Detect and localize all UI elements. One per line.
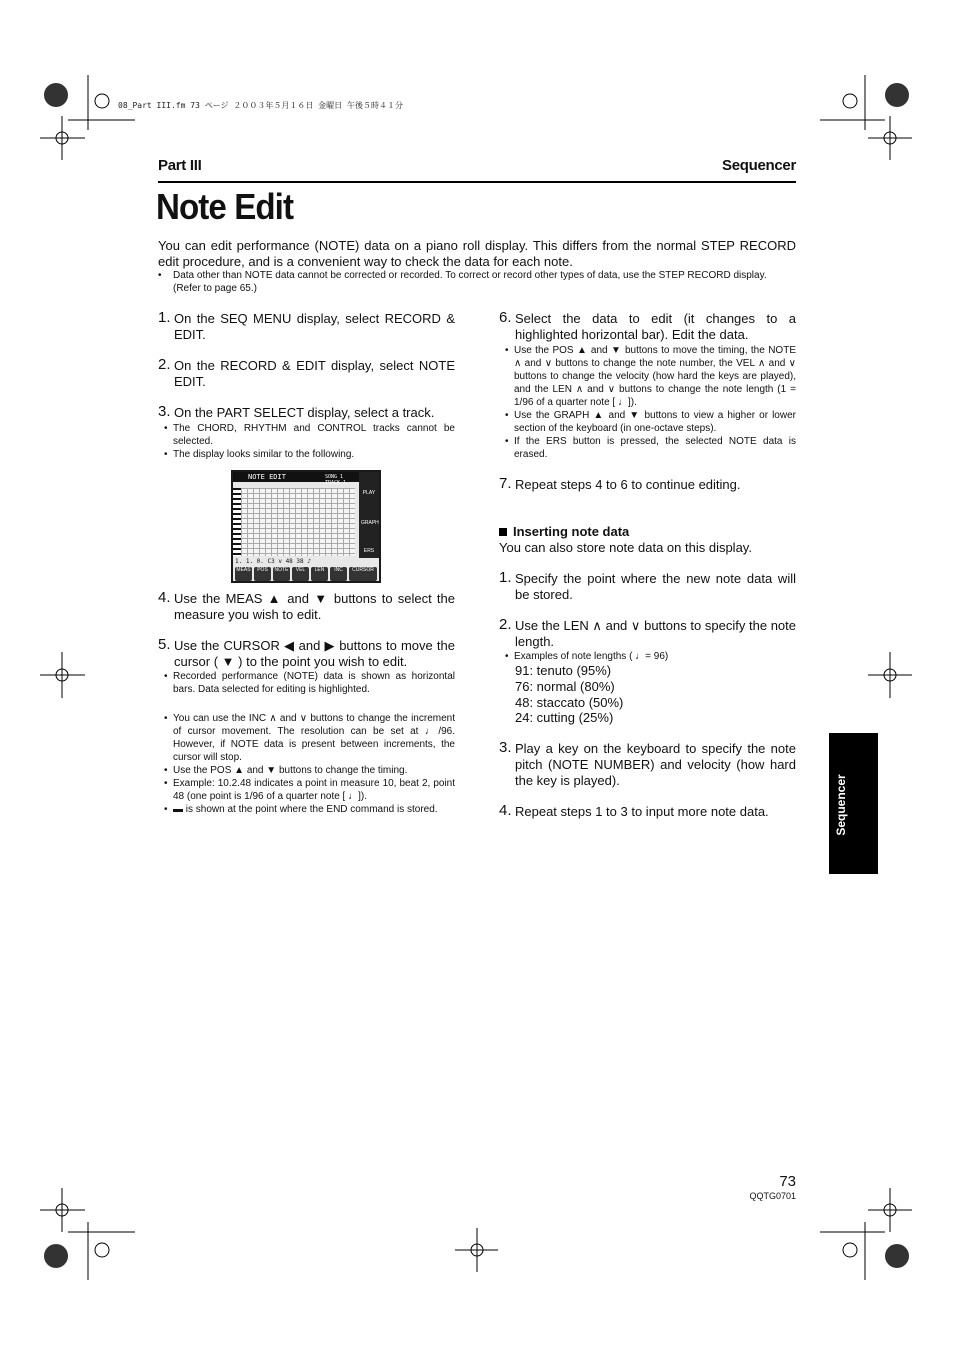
lcd-meta: SONG 1 TRACK 1: [325, 474, 347, 486]
step-6-note: • Use the POS ▲ and ▼ buttons to move the timing, the NOTE ∧ and ∨ buttons to change the note number, the VEL ∧ and ∨ buttons to change the velocity (how hard the keys are played), and the LEN ∧ and ∨ buttons to change the note length (1 = 1/96 of a quarter note [ ♩]).: [505, 345, 796, 408]
lcd-ers-button: ERS: [363, 548, 375, 554]
length-example: 24: cutting (25%): [515, 710, 614, 726]
step-5-note: • Recorded performance (NOTE) data is shown as horizontal bars. Data selected for editing is highlighted.: [164, 671, 455, 695]
step-text: On the PART SELECT display, select a track.: [174, 405, 435, 420]
step-number: 3.: [158, 403, 171, 420]
lcd-cursor-button: CURSOR: [349, 567, 377, 581]
lcd-pos-button: POS: [254, 567, 271, 581]
header-rule: [158, 181, 796, 183]
step-number: 1.: [158, 309, 171, 326]
note-text: ▬ is shown at the point where the END command is stored.: [173, 804, 438, 815]
part-label: Part III: [158, 157, 202, 174]
lcd-title-bar: [233, 472, 359, 486]
step-number: 2.: [499, 616, 512, 633]
lcd-note-button: NOTE: [273, 567, 290, 581]
insert-step-2-note: • Examples of note lengths ( ♩= 96): [505, 651, 669, 662]
note-text: The display looks similar to the following.: [173, 449, 355, 460]
intro-bullet-text: Data other than NOTE data cannot be corrected or recorded. To correct or record other types of data, use the STEP RECORD display. (Refer to page 65.): [173, 270, 767, 294]
page-number: 73: [779, 1173, 796, 1190]
step-4: [158, 591, 455, 623]
step-number: 6.: [499, 309, 512, 326]
step-number: 2.: [158, 356, 171, 373]
length-example: 91: tenuto (95%): [515, 663, 612, 678]
subheading: [499, 524, 629, 540]
step-number: 7.: [499, 475, 512, 492]
note-text: Use the GRAPH ▲ and ▼ buttons to view a higher or lower section of the keyboard (in one-octave steps).: [514, 410, 796, 434]
note-text: The CHORD, RHYTHM and CONTROL tracks cannot be selected.: [173, 423, 455, 447]
subintro: You can also store note data on this display.: [499, 540, 752, 555]
note-text: You can use the INC ∧ and ∨ buttons to change the increment of cursor movement. The resolution can be set at ♩/96. However, if NOTE data is present between increments, the cursor will stop.: [173, 713, 455, 763]
section-side-tab: [829, 733, 878, 874]
lcd-len-button: LEN: [311, 567, 328, 581]
step-number: 4.: [499, 802, 512, 819]
note-text: Use the POS ▲ and ▼ buttons to move the timing, the NOTE ∧ and ∨ buttons to change the note number, the VEL ∧ and ∨ buttons to change the velocity (how hard the keys are played), and the LEN ∧ and ∨ buttons to change the note length (1 = 1/96 of a quarter note [ ♩]).: [514, 345, 796, 408]
lcd-piano-keys: [233, 488, 241, 556]
lcd-play-button: PLAY: [362, 490, 376, 496]
lcd-button-row: [233, 567, 379, 581]
step-3-note: • The CHORD, RHYTHM and CONTROL tracks cannot be selected.: [164, 423, 455, 447]
square-bullet-icon: [499, 528, 507, 536]
lcd-title: NOTE EDIT: [248, 473, 286, 481]
step-1: [158, 311, 455, 343]
step-text: On the SEQ MENU display, select RECORD & EDIT.: [174, 311, 455, 342]
step-number: 1.: [499, 569, 512, 586]
step-6: [499, 311, 796, 343]
step-5-note: • Use the POS ▲ and ▼ buttons to change the timing.: [164, 765, 408, 776]
page-title: Note Edit: [156, 186, 294, 227]
lcd-inc-button: INC: [330, 567, 347, 581]
subheading-text: Inserting note data: [513, 524, 630, 539]
lcd-meas-button: MEAS: [235, 567, 252, 581]
step-text: Specify the point where the new note data will be stored.: [515, 571, 796, 602]
step-text: Repeat steps 1 to 3 to input more note data.: [515, 804, 769, 819]
intro-bullet: • Data other than NOTE data cannot be corrected or recorded. To correct or record other types of data, use the STEP RECORD display. (Refer to page 65.): [158, 270, 767, 294]
length-example: 76: normal (80%): [515, 678, 615, 694]
side-tab-label: Sequencer: [834, 774, 848, 836]
note-text: Example: 10.2.48 indicates a point in measure 10, beat 2, point 48 (one point is 1/96 of a quarter note [ ♩]).: [173, 778, 455, 802]
step-number: 5.: [158, 636, 171, 653]
step-3: [158, 405, 455, 421]
lcd-graph-button: GRAPH: [361, 520, 379, 526]
length-example: 48: staccato (50%): [515, 694, 624, 710]
step-text: Select the data to edit (it changes to a highlighted horizontal bar). Edit the data.: [515, 311, 796, 342]
step-2: [158, 358, 455, 390]
step-7: [499, 477, 796, 493]
step-text: On the RECORD & EDIT display, select NOTE EDIT.: [174, 358, 455, 389]
length-examples: [515, 663, 623, 726]
section-label: Sequencer: [722, 157, 796, 174]
note-text: Examples of note lengths ( ♩= 96): [514, 651, 669, 662]
step-6-note: • If the ERS button is pressed, the selected NOTE data is erased.: [505, 436, 796, 460]
step-5: [158, 638, 455, 670]
insert-step-2: [499, 618, 796, 650]
file-header: 08_Part III.fm 73 ページ ２００３年５月１６日 金曜日 午後５時４１分: [118, 101, 403, 110]
step-text: Play a key on the keyboard to specify the note pitch (NOTE NUMBER) and velocity (how hard the key is played).: [515, 741, 796, 788]
step-5-note: • ▬ is shown at the point where the END command is stored.: [164, 804, 438, 815]
lcd-status-line: 1. 1. 0. C3 v 48 38 ♪: [235, 558, 311, 565]
note-edit-display-illustration: [231, 470, 381, 583]
insert-step-4: [499, 804, 796, 820]
step-5-note: • Example: 10.2.48 indicates a point in measure 10, beat 2, point 48 (one point is 1/96 of a quarter note [ ♩]).: [164, 778, 455, 802]
step-text: Use the LEN ∧ and ∨ buttons to specify the note length.: [515, 618, 796, 649]
lcd-screen: [233, 472, 379, 581]
lcd-piano-roll-grid: [241, 488, 355, 556]
lcd-vel-button: VEL: [292, 567, 309, 581]
step-text: Use the CURSOR ◀ and ▶ buttons to move the cursor ( ▼ ) to the point you wish to edit.: [174, 638, 455, 669]
step-text: Use the MEAS ▲ and ▼ buttons to select the measure you wish to edit.: [174, 591, 455, 622]
insert-step-1: [499, 571, 796, 603]
intro-text: You can edit performance (NOTE) data on a piano roll display. This differs from the normal STEP RECORD edit procedure, and is a convenient way to check the data for each note.: [158, 238, 796, 269]
lcd-side-panel: [359, 472, 379, 558]
step-3-note: • The display looks similar to the following.: [164, 449, 355, 460]
insert-step-3: [499, 741, 796, 789]
note-text: Use the POS ▲ and ▼ buttons to change the timing.: [173, 765, 408, 776]
document-code: QQTG0701: [749, 1191, 796, 1201]
step-6-note: • Use the GRAPH ▲ and ▼ buttons to view a higher or lower section of the keyboard (in one-octave steps).: [505, 410, 796, 434]
step-number: 4.: [158, 589, 171, 606]
step-text: Repeat steps 4 to 6 to continue editing.: [515, 477, 741, 492]
note-text: If the ERS button is pressed, the selected NOTE data is erased.: [514, 436, 796, 460]
step-number: 3.: [499, 739, 512, 756]
note-text: Recorded performance (NOTE) data is shown as horizontal bars. Data selected for editing is highlighted.: [173, 671, 455, 695]
step-5-note: • You can use the INC ∧ and ∨ buttons to change the increment of cursor movement. The resolution can be set at ♩/96. However, if NOTE data is present between increments, the cursor will stop.: [164, 713, 455, 763]
